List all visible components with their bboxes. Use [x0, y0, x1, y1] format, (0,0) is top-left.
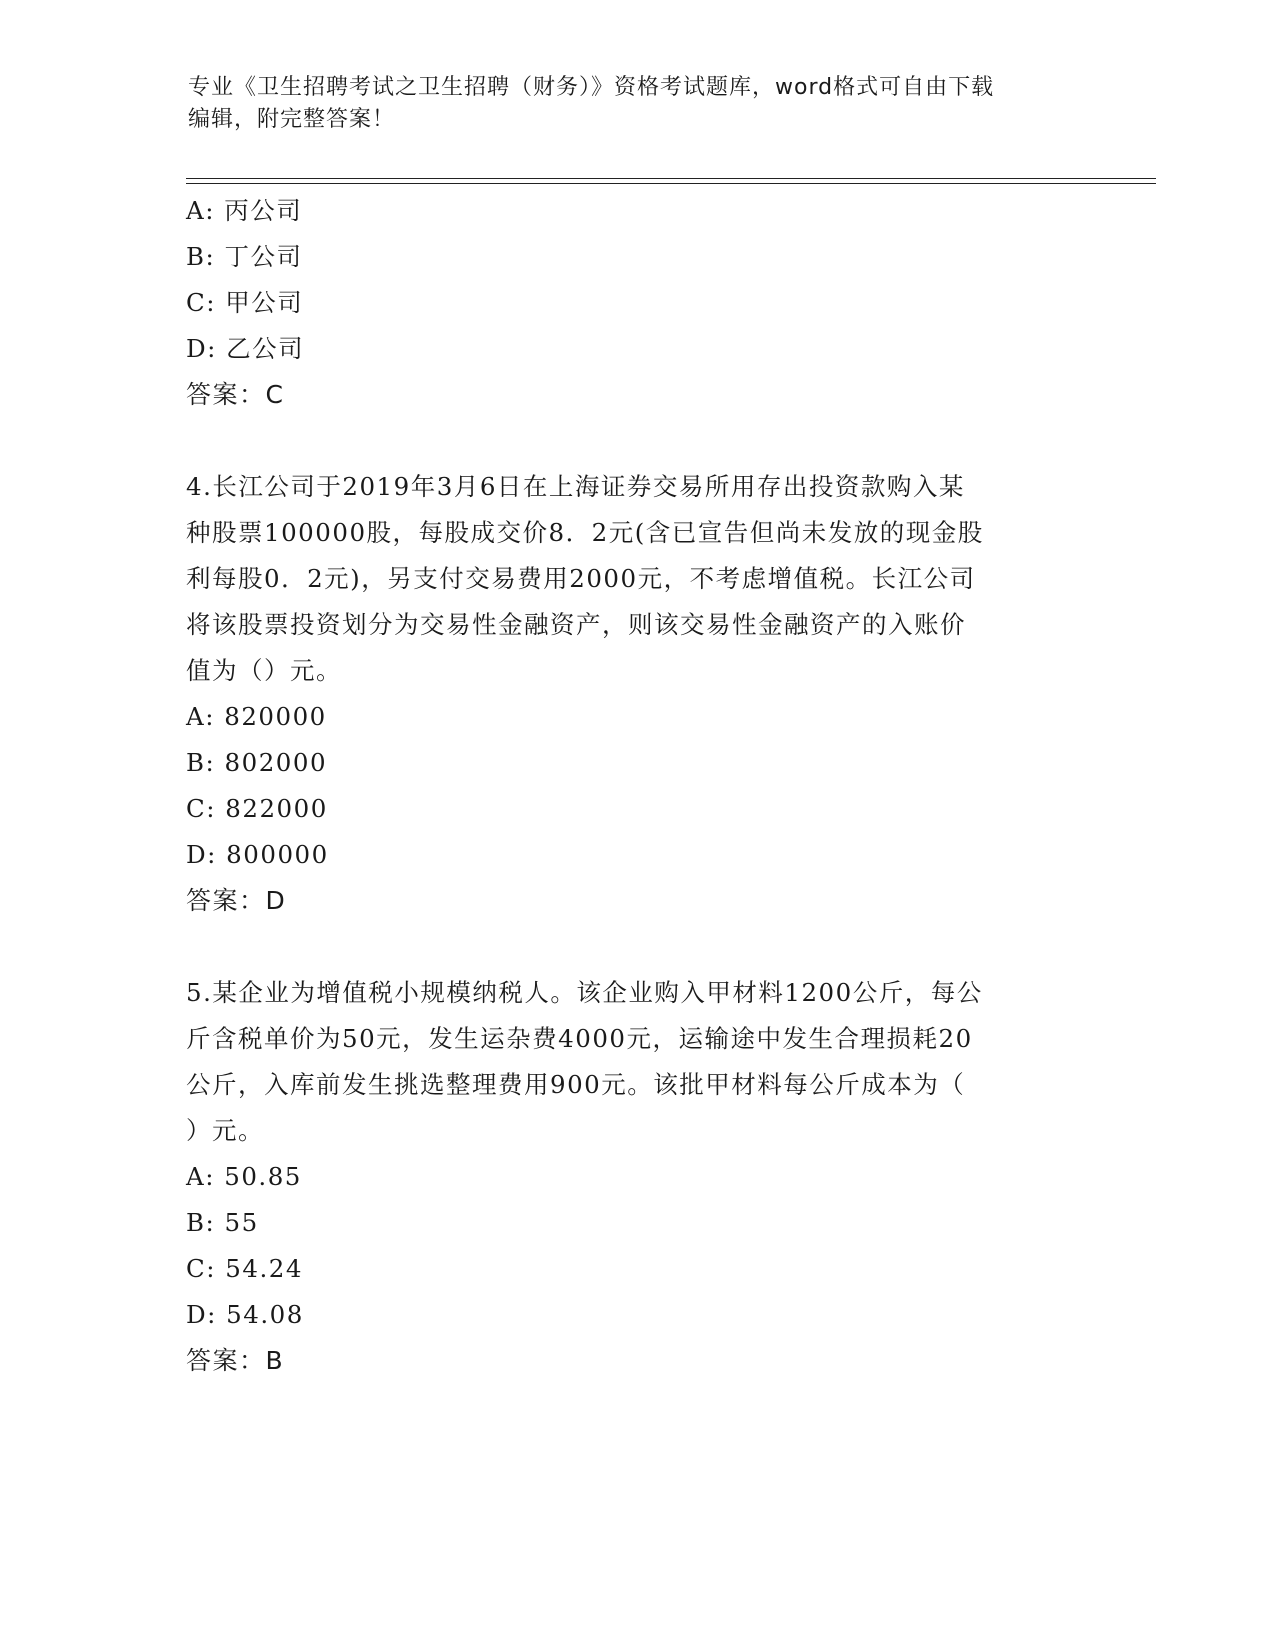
header-line: 专业《卫生招聘考试之卫生招聘（财务）》资格考试题库，word格式可自由下载 — [188, 75, 995, 100]
question-list — [186, 188, 1086, 1384]
question-3-continued — [186, 188, 1086, 418]
option-a: A: 50.85 — [186, 1162, 302, 1191]
option-d: D: 54.08 — [186, 1300, 304, 1329]
option-c: C: 甲公司 — [186, 288, 304, 317]
option-a: A: 820000 — [186, 702, 327, 731]
option-d: D: 乙公司 — [186, 334, 305, 363]
question-line: 将该股票投资划分为交易性金融资产，则该交易性金融资产的入账价 — [186, 610, 966, 639]
question-4 — [186, 464, 1086, 924]
question-text — [186, 464, 1081, 694]
option-b: B: 802000 — [186, 748, 328, 777]
option-d: D: 800000 — [186, 840, 329, 869]
header-divider — [186, 178, 1156, 179]
question-line: ）元。 — [186, 1116, 264, 1145]
option-c: C: 54.24 — [186, 1254, 303, 1283]
answer-label: 答案：D — [186, 886, 287, 915]
question-line: 公斤，入库前发生挑选整理费用900元。该批甲材料每公斤成本为（ — [186, 1070, 966, 1099]
question-line: 种股票100000股，每股成交价8．2元(含已宣告但尚未发放的现金股 — [186, 518, 984, 547]
question-text — [186, 970, 1081, 1154]
question-5 — [186, 970, 1086, 1384]
option-b: B: 丁公司 — [186, 242, 303, 271]
option-b: B: 55 — [186, 1208, 259, 1237]
header-divider — [186, 183, 1156, 184]
question-line: 值为（）元。 — [186, 656, 342, 685]
question-line: 斤含税单价为50元，发生运杂费4000元，运输途中发生合理损耗20 — [186, 1024, 973, 1053]
header-line: 编辑，附完整答案！ — [188, 107, 396, 132]
answer-label: 答案：B — [186, 1346, 285, 1375]
option-c: C: 822000 — [186, 794, 328, 823]
document-header — [188, 72, 1088, 136]
question-line: 5.某企业为增值税小规模纳税人。该企业购入甲材料1200公斤，每公 — [186, 978, 983, 1007]
question-line: 利每股0．2元)，另支付交易费用2000元，不考虑增值税。长江公司 — [186, 564, 976, 593]
question-line: 4.长江公司于2019年3月6日在上海证券交易所用存出投资款购入某 — [186, 472, 965, 501]
answer-label: 答案：C — [186, 380, 285, 409]
option-a: A: 丙公司 — [186, 196, 303, 225]
